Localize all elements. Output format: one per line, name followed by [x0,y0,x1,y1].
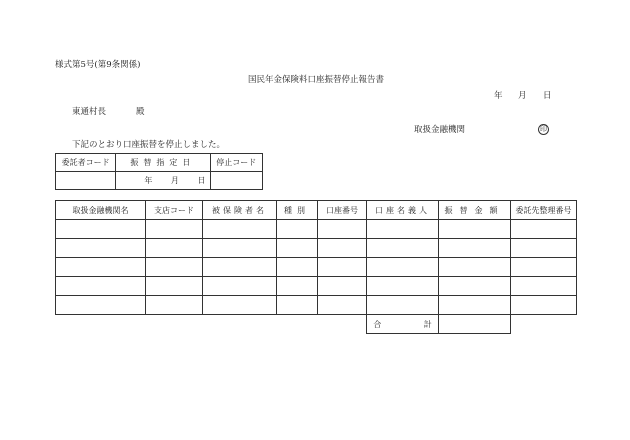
total-row [56,315,577,334]
cell[interactable] [56,220,146,239]
header-institution-name: 取扱金融機関名 [56,201,146,220]
cell[interactable] [146,220,203,239]
cell[interactable] [439,220,511,239]
cell[interactable] [367,220,439,239]
table-row [56,239,577,258]
cell[interactable] [318,296,367,315]
top-table [55,153,263,190]
date-day: 日 [543,91,552,101]
cell[interactable] [146,258,203,277]
header-insured-name [203,201,277,220]
header-transfer-date [116,154,210,172]
header-insured-name-label: 被保険者名 [212,205,267,215]
total-label-right: 計 [423,319,432,329]
form-number: 様式第5号(第9条関係) [55,60,141,70]
date-year: 年 [494,91,503,101]
total-amount-field[interactable] [439,315,511,334]
stop-code-field[interactable] [210,172,262,190]
cell[interactable] [146,277,203,296]
cell[interactable] [277,239,318,258]
cell[interactable] [318,277,367,296]
transfer-date-year: 年 [144,176,153,185]
cell[interactable] [203,258,277,277]
header-type [277,201,318,220]
header-branch-code: 支店コード [146,201,203,220]
cell[interactable] [439,277,511,296]
table-row [56,277,577,296]
cell[interactable] [367,277,439,296]
notice-text: 下記のとおり口座振替を停止しました。 [72,140,226,150]
cell[interactable] [511,258,577,277]
header-account-holder-label: 口座名義人 [375,205,430,215]
cell[interactable] [277,220,318,239]
cell[interactable] [511,220,577,239]
cell[interactable] [56,239,146,258]
consignor-code-field[interactable] [56,172,116,190]
cell[interactable] [367,258,439,277]
cell[interactable] [203,239,277,258]
cell[interactable] [439,239,511,258]
header-account-number: 口座番号 [318,201,367,220]
cell[interactable] [56,277,146,296]
cell[interactable] [367,239,439,258]
cell[interactable] [318,258,367,277]
cell[interactable] [203,220,277,239]
addressee-name: 東通村長 [72,107,107,117]
cell[interactable] [56,258,146,277]
header-transfer-date-label: 振替指定日 [130,158,196,167]
cell[interactable] [511,277,577,296]
cell[interactable] [203,277,277,296]
cell[interactable] [439,296,511,315]
header-transfer-amount-label: 振替金額 [444,205,505,215]
cell[interactable] [318,239,367,258]
cell[interactable] [439,258,511,277]
cell[interactable] [318,220,367,239]
header-reference-number: 委託先整理番号 [511,201,577,220]
cell[interactable] [277,296,318,315]
date-month: 月 [518,91,527,101]
cell[interactable] [146,239,203,258]
seal-mark: 印 [540,125,547,133]
cell[interactable] [277,277,318,296]
cell[interactable] [203,296,277,315]
header-type-label: 種別 [284,205,310,215]
cell[interactable] [511,296,577,315]
cell[interactable] [146,296,203,315]
cell[interactable] [367,296,439,315]
transfer-date-day: 日 [197,176,206,185]
header-stop-code: 停止コード [210,154,262,172]
cell[interactable] [56,296,146,315]
transfer-date-field[interactable] [116,172,210,190]
form-title: 国民年金保険料口座振替停止報告書 [248,75,385,85]
cell[interactable] [277,258,318,277]
total-label-left: 合 [373,319,382,329]
seal-icon [538,124,549,135]
total-label [367,315,439,334]
header-consignor-code: 委託者コード [56,154,116,172]
addressee-honorific: 殿 [136,107,145,117]
transfer-date-month: 月 [170,176,179,185]
cell[interactable] [511,239,577,258]
table-row [56,258,577,277]
institution-label: 取扱金融機関 [414,125,466,135]
main-table [55,200,577,334]
table-row [56,220,577,239]
header-transfer-amount [439,201,511,220]
table-row [56,296,577,315]
header-account-holder [367,201,439,220]
